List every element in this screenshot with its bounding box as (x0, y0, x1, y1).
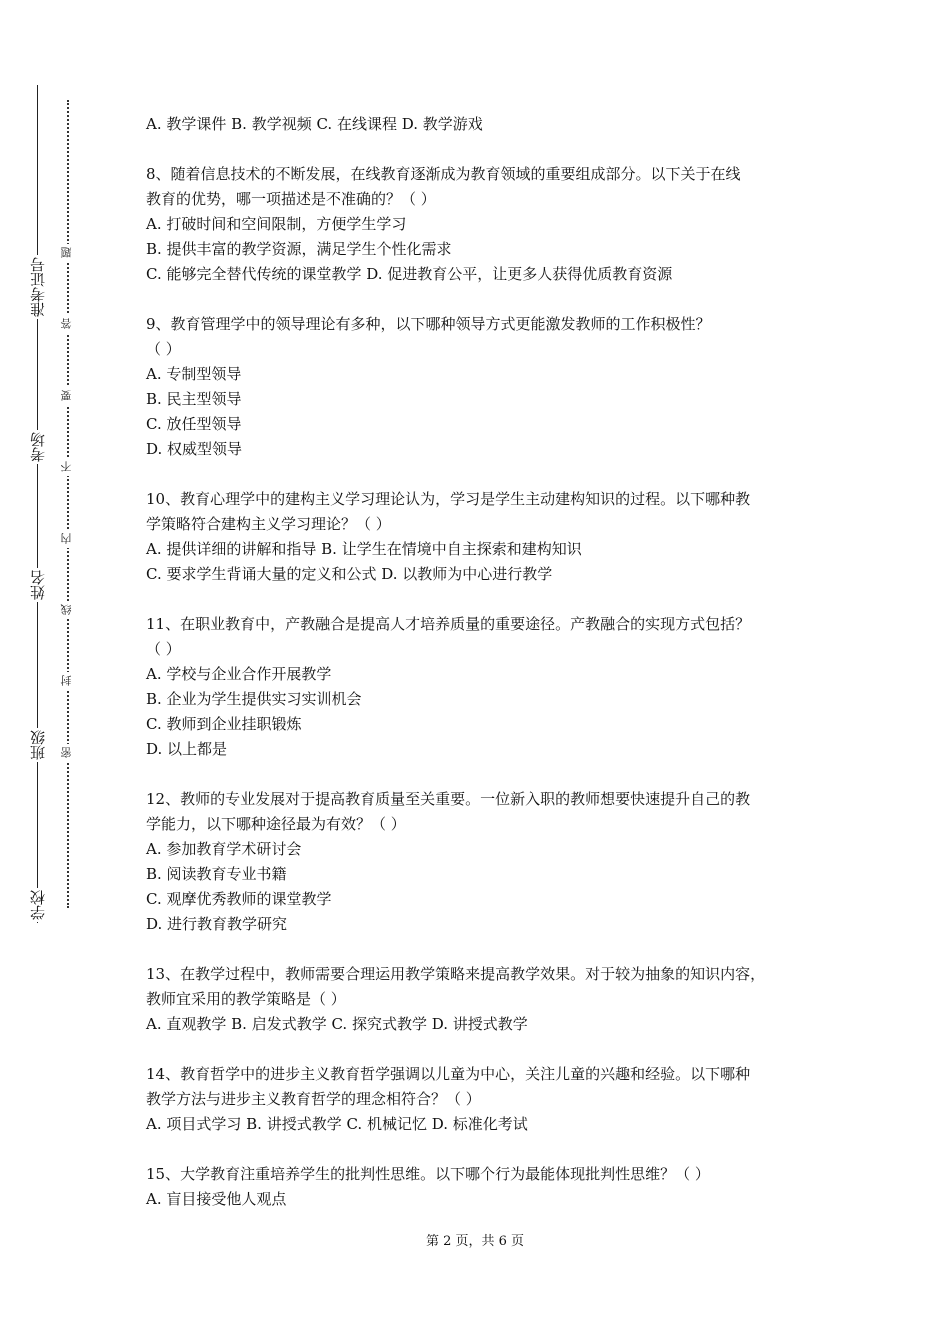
option-line: D. 进行教育教学研究 (146, 915, 288, 933)
line-spacer (146, 762, 836, 787)
question-stem-line: 13、在教学过程中，教师需要合理运用教学策略来提高教学效果。对于较为抽象的知识内容， (146, 965, 766, 983)
question-list (146, 112, 836, 1212)
seal-char: 不 (58, 458, 78, 476)
option-line: B. 民主型领导 (146, 390, 242, 408)
line-spacer (146, 287, 836, 312)
text-line: 学能力，以下哪种途径最为有效？（ ） (146, 815, 406, 833)
option-line: A. 盲目接受他人观点 (146, 1190, 287, 1208)
line-spacer (146, 587, 836, 612)
option-line: B. 企业为学生提供实习实训机会 (146, 690, 362, 708)
option-line: A. 参加教育学术研讨会 (146, 840, 302, 858)
line-spacer (146, 137, 836, 162)
seal-dotted-line (67, 100, 69, 908)
text-line: （ ） (146, 340, 181, 358)
option-line: C. 能够完全替代传统的课堂教学 D. 促进教育公平，让更多人获得优质教育资源 (146, 265, 673, 283)
seal-char: 封 (58, 672, 78, 690)
exam-room-label: 考场 (18, 430, 58, 464)
question-stem-line: 9、教育管理学中的领导理论有多种，以下哪种领导方式更能激发教师的工作积极性？ (146, 315, 711, 333)
name-label: 姓名 (18, 568, 58, 602)
line-spacer (146, 1137, 836, 1162)
option-line: C. 教师到企业挂职锻炼 (146, 715, 302, 733)
seal-char: 密 (58, 744, 78, 762)
question-stem-line: 11、在职业教育中，产教融合是提高人才培养质量的重要途径。产教融合的实现方式包括？ (146, 615, 751, 633)
seal-char: 要 (58, 387, 78, 405)
seal-char: 线 (58, 601, 78, 619)
option-line: A. 直观教学 B. 启发式教学 C. 探究式教学 D. 讲授式教学 (146, 1015, 528, 1033)
option-line: D. 以上都是 (146, 740, 228, 758)
class-label: 班级 (18, 728, 58, 762)
option-line: A. 项目式学习 B. 讲授式教学 C. 机械记忆 D. 标准化考试 (146, 1115, 528, 1133)
text-line: （ ） (146, 640, 181, 658)
option-line: A. 教学课件 B. 教学视频 C. 在线课程 D. 教学游戏 (146, 115, 483, 133)
exam-number-label: 准考证号 (18, 255, 58, 319)
text-line: 学策略符合建构主义学习理论？（ ） (146, 515, 391, 533)
seal-char: 题 (58, 244, 78, 262)
line-spacer (146, 1037, 836, 1062)
option-line: C. 要求学生背诵大量的定义和公式 D. 以教师为中心进行教学 (146, 565, 553, 583)
question-stem-line: 12、教师的专业发展对于提高教育质量至关重要。一位新入职的教师想要快速提升自己的教 (146, 790, 751, 808)
option-line: A. 提供详细的讲解和指导 B. 让学生在情境中自主探索和建构知识 (146, 540, 582, 558)
line-spacer (146, 462, 836, 487)
school-label: 学校 (18, 888, 58, 922)
text-line: 教育的优势，哪一项描述是不准确的？（ ） (146, 190, 436, 208)
line-spacer (146, 937, 836, 962)
question-stem-line: 14、教育哲学中的进步主义教育哲学强调以儿童为中心，关注儿童的兴趣和经验。以下哪种 (146, 1065, 751, 1083)
seal-char: 内 (58, 530, 78, 548)
seal-char: 答 (58, 315, 78, 333)
option-line: C. 观摩优秀教师的课堂教学 (146, 890, 332, 908)
question-stem-line: 8、随着信息技术的不断发展，在线教育逐渐成为教育领域的重要组成部分。以下关于在线 (146, 165, 741, 183)
option-line: C. 放任型领导 (146, 415, 242, 433)
option-line: A. 打破时间和空间限制，方便学生学习 (146, 215, 407, 233)
text-line: 教师宜采用的教学策略是（ ） (146, 990, 346, 1008)
option-line: B. 提供丰富的教学资源，满足学生个性化需求 (146, 240, 452, 258)
binding-solid-line (37, 85, 38, 923)
text-line: 教学方法与进步主义教育哲学的理念相符合？（ ） (146, 1090, 481, 1108)
page-footer: 第 2 页，共 6 页 (425, 1234, 525, 1249)
question-stem-line: 10、教育心理学中的建构主义学习理论认为，学习是学生主动建构知识的过程。以下哪种教 (146, 490, 751, 508)
option-line: A. 学校与企业合作开展教学 (146, 665, 332, 683)
option-line: A. 专制型领导 (146, 365, 242, 383)
question-stem-line: 15、大学教育注重培养学生的批判性思维。以下哪个行为最能体现批判性思维？（ ） (146, 1165, 710, 1183)
option-line: B. 阅读教育专业书籍 (146, 865, 287, 883)
option-line: D. 权威型领导 (146, 440, 243, 458)
